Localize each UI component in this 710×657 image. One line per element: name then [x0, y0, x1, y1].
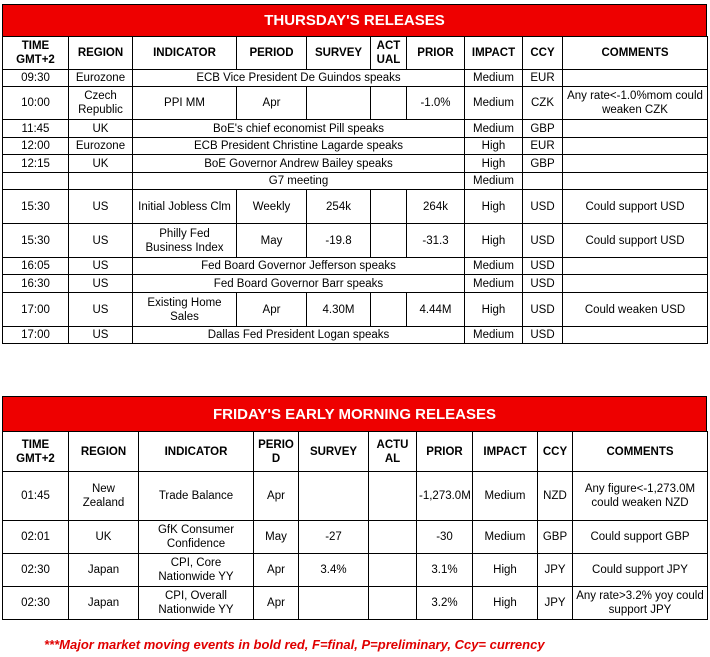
comments-cell: Any rate>3.2% yoy could support JPY — [573, 587, 708, 620]
event-cell: Fed Board Governor Barr speaks — [133, 275, 465, 293]
region-cell: UK — [69, 521, 139, 554]
impact-cell: High — [473, 587, 538, 620]
region-cell: Eurozone — [69, 138, 133, 155]
time-cell — [3, 173, 69, 190]
region-cell: US — [69, 293, 133, 327]
time-cell: 02:01 — [3, 521, 69, 554]
indicator-cell: CPI, Overall Nationwide YY — [139, 587, 254, 620]
region-cell — [69, 173, 133, 190]
comments-cell: Could support USD — [563, 190, 708, 224]
time-cell: 17:00 — [3, 293, 69, 327]
ccy-cell: USD — [523, 258, 563, 275]
comments-cell: Could support JPY — [573, 554, 708, 587]
comments-cell — [563, 120, 708, 138]
ccy-cell: GBP — [523, 120, 563, 138]
impact-cell: Medium — [465, 70, 523, 87]
impact-cell: Medium — [465, 327, 523, 344]
prior-cell: -1.0% — [407, 87, 465, 120]
time-cell: 15:30 — [3, 224, 69, 258]
ccy-cell: CZK — [523, 87, 563, 120]
ccy-cell: USD — [523, 327, 563, 344]
ccy-cell: USD — [523, 224, 563, 258]
time-cell: 02:30 — [3, 554, 69, 587]
prior-cell: -1,273.0M — [417, 472, 473, 521]
indicator-cell: GfK Consumer Confidence — [139, 521, 254, 554]
table-row — [3, 120, 708, 138]
period-cell: Weekly — [237, 190, 307, 224]
ccy-cell: EUR — [523, 70, 563, 87]
thursday-section — [2, 4, 707, 344]
actual-cell — [369, 472, 417, 521]
prior-cell: 264k — [407, 190, 465, 224]
ccy-cell: GBP — [523, 155, 563, 173]
period-cell: May — [254, 521, 299, 554]
comments-cell: Any rate<-1.0%mom could weaken CZK — [563, 87, 708, 120]
comments-cell: Could support GBP — [573, 521, 708, 554]
period-cell: Apr — [254, 587, 299, 620]
column-header: IMPACT — [473, 432, 538, 472]
prior-cell: -30 — [417, 521, 473, 554]
table-row — [3, 293, 708, 327]
column-header: REGION — [69, 37, 133, 70]
actual-cell — [369, 554, 417, 587]
column-header: PERIOD — [237, 37, 307, 70]
column-header: TIME GMT+2 — [3, 432, 69, 472]
column-header: SURVEY — [307, 37, 371, 70]
event-cell: ECB President Christine Lagarde speaks — [133, 138, 465, 155]
thursday-table — [2, 36, 708, 344]
indicator-cell: Initial Jobless Clm — [133, 190, 237, 224]
impact-cell: Medium — [465, 258, 523, 275]
friday-table — [2, 431, 708, 620]
column-header: PRIOR — [417, 432, 473, 472]
survey-cell: 3.4% — [299, 554, 369, 587]
table-row — [3, 173, 708, 190]
column-header: CCY — [538, 432, 573, 472]
ccy-cell: USD — [523, 293, 563, 327]
survey-cell — [299, 472, 369, 521]
impact-cell: Medium — [465, 120, 523, 138]
prior-cell: 3.2% — [417, 587, 473, 620]
region-cell: UK — [69, 155, 133, 173]
region-cell: US — [69, 190, 133, 224]
indicator-cell: CPI, Core Nationwide YY — [139, 554, 254, 587]
actual-cell — [371, 87, 407, 120]
column-header: CCY — [523, 37, 563, 70]
time-cell: 12:00 — [3, 138, 69, 155]
period-cell: Apr — [237, 293, 307, 327]
impact-cell: Medium — [473, 472, 538, 521]
region-cell: New Zealand — [69, 472, 139, 521]
period-cell: May — [237, 224, 307, 258]
ccy-cell: JPY — [538, 554, 573, 587]
table-row — [3, 224, 708, 258]
column-header: TIME GMT+2 — [3, 37, 69, 70]
indicator-cell: Trade Balance — [139, 472, 254, 521]
time-cell: 16:05 — [3, 258, 69, 275]
ccy-cell: USD — [523, 190, 563, 224]
indicator-cell: Existing Home Sales — [133, 293, 237, 327]
ccy-cell: USD — [523, 275, 563, 293]
region-cell: US — [69, 224, 133, 258]
impact-cell: High — [473, 554, 538, 587]
comments-cell — [563, 327, 708, 344]
prior-cell: -31.3 — [407, 224, 465, 258]
column-header: REGION — [69, 432, 139, 472]
column-header: ACTU AL — [369, 432, 417, 472]
time-cell: 12:15 — [3, 155, 69, 173]
table-row — [3, 87, 708, 120]
comments-cell: Any figure<-1,273.0M could weaken NZD — [573, 472, 708, 521]
survey-cell: 254k — [307, 190, 371, 224]
table-row — [3, 472, 708, 521]
thursday-header-row — [3, 37, 708, 70]
time-cell: 11:45 — [3, 120, 69, 138]
survey-cell: 4.30M — [307, 293, 371, 327]
comments-cell — [563, 275, 708, 293]
survey-cell — [307, 87, 371, 120]
column-header: INDICATOR — [133, 37, 237, 70]
period-cell: Apr — [254, 472, 299, 521]
actual-cell — [371, 293, 407, 327]
survey-cell: -27 — [299, 521, 369, 554]
table-row — [3, 138, 708, 155]
impact-cell: High — [465, 155, 523, 173]
friday-title: FRIDAY'S EARLY MORNING RELEASES — [2, 396, 707, 431]
event-cell: ECB Vice President De Guindos speaks — [133, 70, 465, 87]
table-row — [3, 521, 708, 554]
period-cell: Apr — [254, 554, 299, 587]
comments-cell — [563, 138, 708, 155]
indicator-cell: PPI MM — [133, 87, 237, 120]
survey-cell — [299, 587, 369, 620]
table-row — [3, 327, 708, 344]
event-cell: Dallas Fed President Logan speaks — [133, 327, 465, 344]
table-row — [3, 70, 708, 87]
prior-cell: 4.44M — [407, 293, 465, 327]
impact-cell: Medium — [465, 275, 523, 293]
actual-cell — [369, 521, 417, 554]
comments-cell — [563, 155, 708, 173]
time-cell: 15:30 — [3, 190, 69, 224]
comments-cell — [563, 258, 708, 275]
friday-section — [2, 396, 707, 620]
ccy-cell: EUR — [523, 138, 563, 155]
time-cell: 02:30 — [3, 587, 69, 620]
actual-cell — [369, 587, 417, 620]
region-cell: Eurozone — [69, 70, 133, 87]
ccy-cell: GBP — [538, 521, 573, 554]
actual-cell — [371, 190, 407, 224]
impact-cell: High — [465, 293, 523, 327]
table-row — [3, 275, 708, 293]
table-row — [3, 190, 708, 224]
impact-cell: Medium — [465, 87, 523, 120]
column-header: SURVEY — [299, 432, 369, 472]
column-header: COMMENTS — [563, 37, 708, 70]
impact-cell: High — [465, 190, 523, 224]
time-cell: 09:30 — [3, 70, 69, 87]
impact-cell: High — [465, 224, 523, 258]
event-cell: Fed Board Governor Jefferson speaks — [133, 258, 465, 275]
table-row — [3, 587, 708, 620]
impact-cell: High — [465, 138, 523, 155]
region-cell: US — [69, 327, 133, 344]
period-cell: Apr — [237, 87, 307, 120]
time-cell: 16:30 — [3, 275, 69, 293]
region-cell: Japan — [69, 587, 139, 620]
column-header: INDICATOR — [139, 432, 254, 472]
comments-cell — [563, 173, 708, 190]
region-cell: UK — [69, 120, 133, 138]
event-cell: BoE Governor Andrew Bailey speaks — [133, 155, 465, 173]
column-header: ACT UAL — [371, 37, 407, 70]
comments-cell: Could weaken USD — [563, 293, 708, 327]
friday-header-row — [3, 432, 708, 472]
table-row — [3, 155, 708, 173]
time-cell: 10:00 — [3, 87, 69, 120]
footnote: ***Major market moving events in bold red, F=final, P=preliminary, Ccy= currency — [44, 637, 545, 652]
indicator-cell: Philly Fed Business Index — [133, 224, 237, 258]
impact-cell: Medium — [473, 521, 538, 554]
ccy-cell: JPY — [538, 587, 573, 620]
table-row — [3, 554, 708, 587]
prior-cell: 3.1% — [417, 554, 473, 587]
column-header: COMMENTS — [573, 432, 708, 472]
column-header: PERIO D — [254, 432, 299, 472]
region-cell: US — [69, 275, 133, 293]
impact-cell: Medium — [465, 173, 523, 190]
column-header: IMPACT — [465, 37, 523, 70]
time-cell: 17:00 — [3, 327, 69, 344]
survey-cell: -19.8 — [307, 224, 371, 258]
event-cell: G7 meeting — [133, 173, 465, 190]
comments-cell — [563, 70, 708, 87]
ccy-cell: NZD — [538, 472, 573, 521]
event-cell: BoE's chief economist Pill speaks — [133, 120, 465, 138]
table-row — [3, 258, 708, 275]
column-header: PRIOR — [407, 37, 465, 70]
region-cell: US — [69, 258, 133, 275]
ccy-cell — [523, 173, 563, 190]
time-cell: 01:45 — [3, 472, 69, 521]
region-cell: Japan — [69, 554, 139, 587]
comments-cell: Could support USD — [563, 224, 708, 258]
region-cell: Czech Republic — [69, 87, 133, 120]
actual-cell — [371, 224, 407, 258]
thursday-title: THURSDAY'S RELEASES — [2, 4, 707, 36]
